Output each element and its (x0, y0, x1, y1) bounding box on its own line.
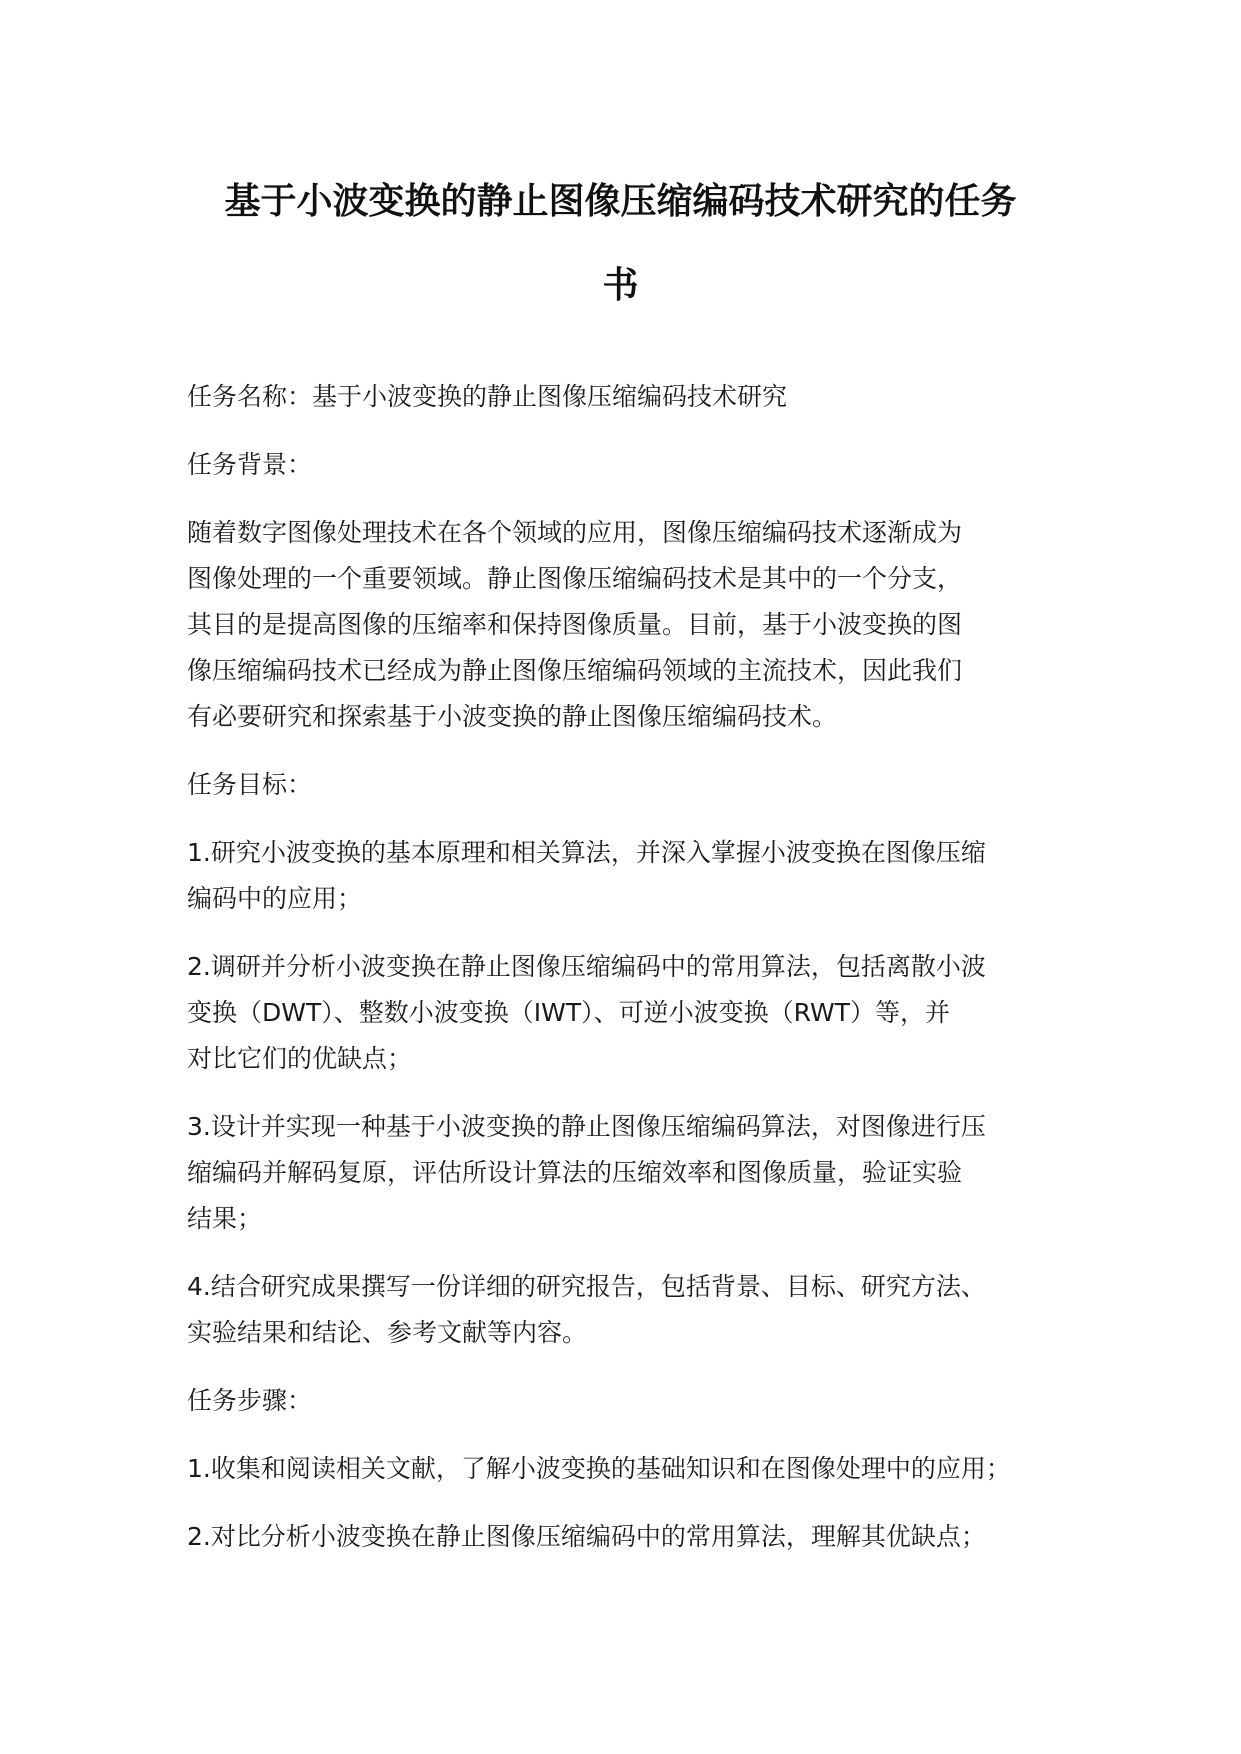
background-heading: 任务背景： (187, 450, 313, 479)
goal-item-1 (187, 830, 1087, 922)
background-line: 其目的是提高图像的压缩率和保持图像质量。目前，基于小波变换的图 (187, 610, 963, 639)
background-line: 有必要研究和探索基于小波变换的静止图像压缩编码技术。 (187, 702, 838, 731)
goal-line: 对比它们的优缺点； (187, 1044, 413, 1073)
goal-line: 缩编码并解码复原，评估所设计算法的压缩效率和图像质量，验证实验 (187, 1158, 963, 1187)
goal-line: 4.结合研究成果撰写一份详细的研究报告，包括背景、目标、研究方法、 (187, 1272, 986, 1301)
goal-line: 编码中的应用； (187, 884, 363, 913)
goal-line: 2.调研并分析小波变换在静止图像压缩编码中的常用算法，包括离散小波 (187, 952, 986, 981)
goal-line: 变换（DWT）、整数小波变换（IWT）、可逆小波变换（RWT）等，并 (187, 998, 950, 1027)
goal-line: 结果； (187, 1204, 263, 1233)
background-line: 像压缩编码技术已经成为静止图像压缩编码领域的主流技术，因此我们 (187, 656, 963, 685)
goal-line: 3.设计并实现一种基于小波变换的静止图像压缩编码算法，对图像进行压 (187, 1112, 986, 1141)
goal-item-2 (187, 944, 1087, 1082)
steps-heading: 任务步骤： (187, 1386, 313, 1415)
background-paragraph (187, 510, 1087, 740)
goals-heading: 任务目标： (187, 770, 313, 799)
step-item-2: 2.对比分析小波变换在静止图像压缩编码中的常用算法，理解其优缺点； (187, 1522, 986, 1551)
document-title-line-1: 基于小波变换的静止图像压缩编码技术研究的任务 (224, 181, 1017, 222)
background-line: 随着数字图像处理技术在各个领域的应用，图像压缩编码技术逐渐成为 (187, 518, 963, 547)
goal-line: 实验结果和结论、参考文献等内容。 (187, 1318, 588, 1347)
goal-line: 1.研究小波变换的基本原理和相关算法，并深入掌握小波变换在图像压缩 (187, 838, 986, 867)
document-body (187, 374, 1087, 1582)
goal-item-3 (187, 1104, 1087, 1242)
document-title-line-2: 书 (602, 265, 639, 306)
step-item-1: 1.收集和阅读相关文献，了解小波变换的基础知识和在图像处理中的应用； (187, 1454, 1011, 1483)
goal-item-4 (187, 1264, 1087, 1356)
background-line: 图像处理的一个重要领域。静止图像压缩编码技术是其中的一个分支， (187, 564, 963, 593)
task-name: 任务名称：基于小波变换的静止图像压缩编码技术研究 (187, 382, 788, 411)
